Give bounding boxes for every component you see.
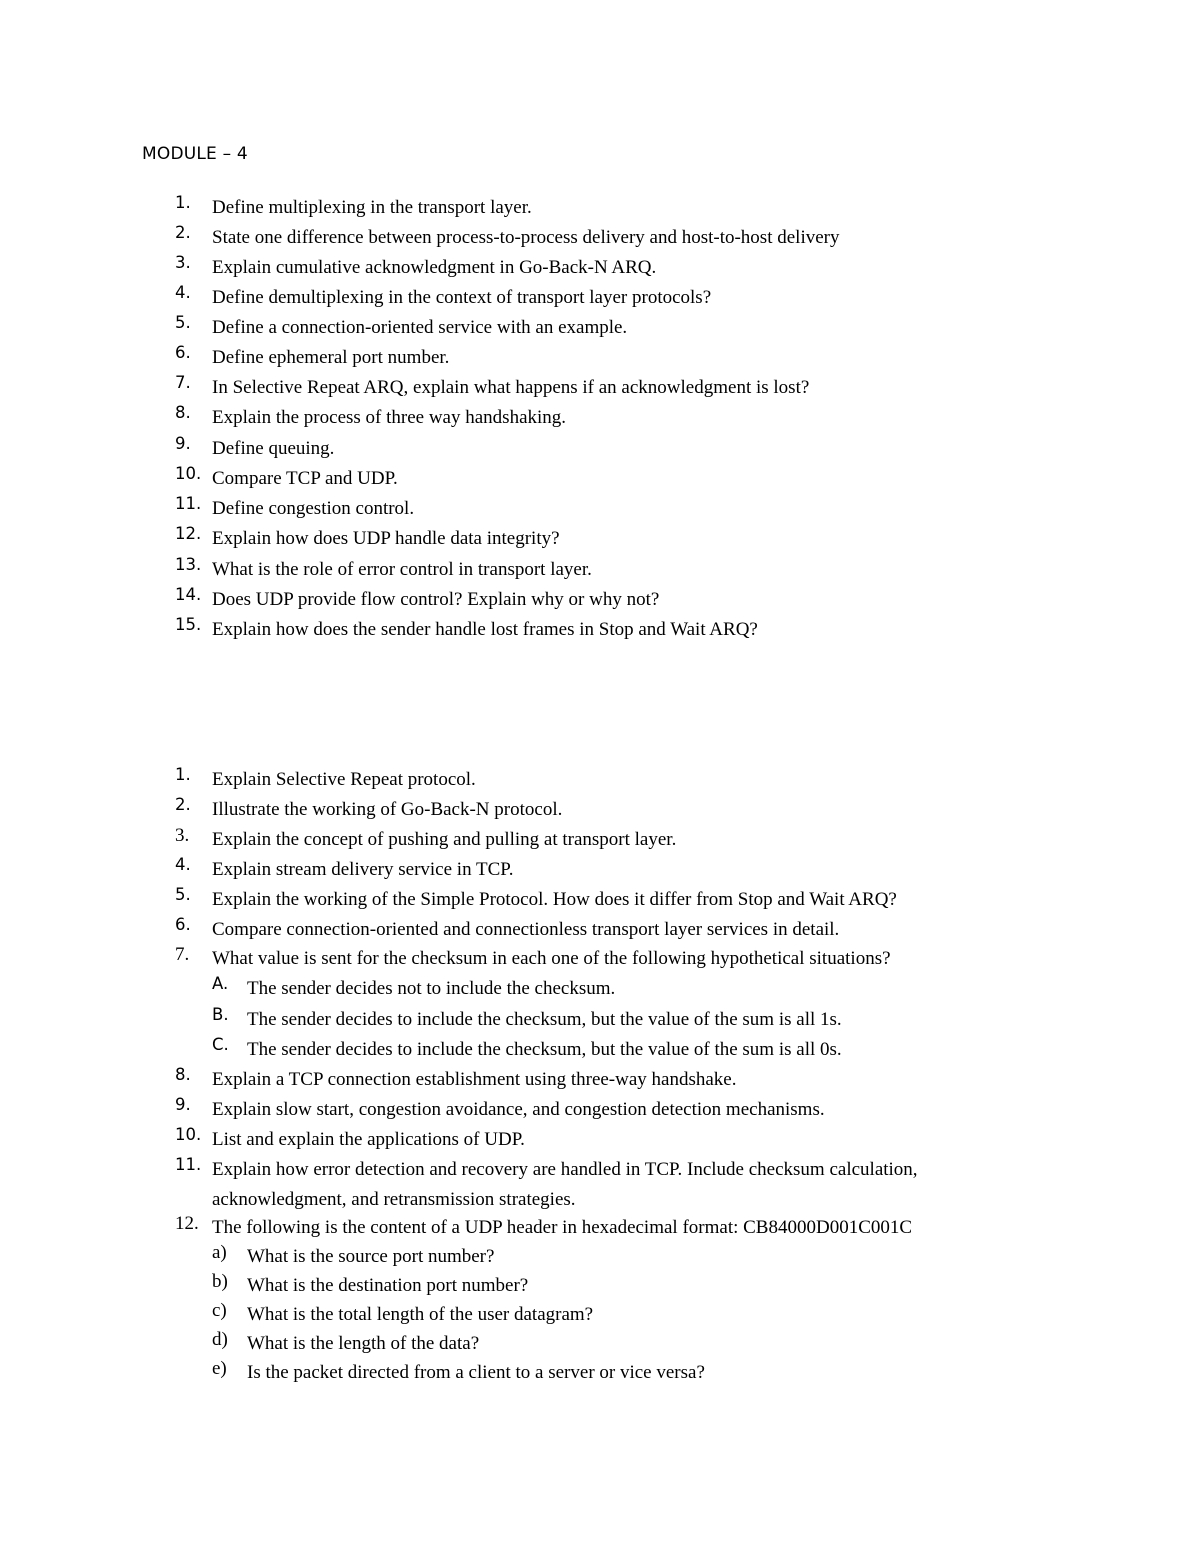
question-text: Define a connection-oriented service with an example. (212, 317, 628, 338)
question-number: 2. (175, 223, 191, 242)
question-text: In Selective Repeat ARQ, explain what happens if an acknowledgment is lost? (212, 377, 810, 398)
question-text: Explain a TCP connection establishment using three-way handshake. (212, 1069, 737, 1090)
sub-question-text: The sender decides to include the checksum, but the value of the sum is all 1s. (247, 1009, 842, 1030)
question-text: Explain slow start, congestion avoidance, and congestion detection mechanisms. (212, 1099, 825, 1120)
question-number: 15. (175, 615, 202, 634)
sub-question-text: What is the source port number? (247, 1246, 495, 1267)
sub-question-label: b) (212, 1271, 228, 1292)
question-text: Explain the concept of pushing and pulling at transport layer. (212, 829, 677, 850)
question-text: Explain stream delivery service in TCP. (212, 859, 514, 880)
sub-question-text: What is the destination port number? (247, 1275, 529, 1296)
question-text: Define queuing. (212, 438, 335, 459)
question-text: Explain how does UDP handle data integrity? (212, 528, 560, 549)
question-number: 2. (175, 795, 191, 814)
question-number: 12. (175, 524, 202, 543)
sub-question-label: d) (212, 1329, 228, 1350)
question-number: 13. (175, 555, 202, 574)
question-number: 5. (175, 885, 191, 904)
question-text: Illustrate the working of Go-Back-N protocol. (212, 799, 563, 820)
question-text: What value is sent for the checksum in each one of the following hypothetical situations? (212, 948, 891, 969)
sub-question-label: a) (212, 1242, 227, 1263)
question-text: Compare connection-oriented and connectionless transport layer services in detail. (212, 919, 840, 940)
question-text: Explain cumulative acknowledgment in Go-Back-N ARQ. (212, 257, 657, 278)
question-text: Define ephemeral port number. (212, 347, 450, 368)
question-text: acknowledgment, and retransmission strategies. (212, 1189, 576, 1210)
question-number: 7. (175, 373, 191, 392)
question-text: Explain the process of three way handshaking. (212, 407, 567, 428)
question-text: Explain Selective Repeat protocol. (212, 769, 476, 790)
question-text: State one difference between process-to-process delivery and host-to-host delivery (212, 227, 840, 248)
question-text: Explain how error detection and recovery are handled in TCP. Include checksum calculation, (212, 1159, 918, 1180)
sub-question-text: The sender decides not to include the checksum. (247, 978, 616, 999)
module-heading: MODULE – 4 (142, 144, 248, 164)
sub-question-label: c) (212, 1300, 227, 1321)
question-text: What is the role of error control in transport layer. (212, 559, 592, 580)
sub-question-text: Is the packet directed from a client to a server or vice versa? (247, 1362, 705, 1383)
question-number: 1. (175, 765, 191, 784)
question-number: 7. (175, 944, 190, 965)
question-number: 5. (175, 313, 191, 332)
question-number: 3. (175, 825, 190, 846)
question-text: Compare TCP and UDP. (212, 468, 398, 489)
question-text: Define congestion control. (212, 498, 415, 519)
sub-question-text: What is the length of the data? (247, 1333, 480, 1354)
question-text: The following is the content of a UDP header in hexadecimal format: CB84000D001C001C (212, 1217, 913, 1238)
question-text: Does UDP provide flow control? Explain why or why not? (212, 589, 660, 610)
question-number: 11. (175, 1155, 202, 1174)
sub-question-label: A. (212, 974, 229, 993)
sub-question-label: e) (212, 1358, 227, 1379)
question-number: 6. (175, 343, 191, 362)
question-number: 1. (175, 193, 191, 212)
question-number: 14. (175, 585, 202, 604)
question-number: 8. (175, 1065, 191, 1084)
question-number: 10. (175, 464, 202, 483)
question-number: 10. (175, 1125, 202, 1144)
sub-question-text: The sender decides to include the checksum, but the value of the sum is all 0s. (247, 1039, 842, 1060)
question-number: 12. (175, 1213, 199, 1234)
question-text: Explain how does the sender handle lost frames in Stop and Wait ARQ? (212, 619, 758, 640)
question-number: 8. (175, 403, 191, 422)
question-number: 4. (175, 855, 191, 874)
sub-question-label: C. (212, 1035, 229, 1054)
question-number: 4. (175, 283, 191, 302)
question-number: 9. (175, 434, 191, 453)
sub-question-text: What is the total length of the user datagram? (247, 1304, 594, 1325)
question-number: 9. (175, 1095, 191, 1114)
question-number: 3. (175, 253, 191, 272)
question-text: Define demultiplexing in the context of transport layer protocols? (212, 287, 712, 308)
question-text: List and explain the applications of UDP. (212, 1129, 525, 1150)
question-text: Explain the working of the Simple Protocol. How does it differ from Stop and Wait ARQ? (212, 889, 897, 910)
question-number: 6. (175, 915, 191, 934)
sub-question-label: B. (212, 1005, 229, 1024)
question-text: Define multiplexing in the transport layer. (212, 197, 532, 218)
question-number: 11. (175, 494, 202, 513)
